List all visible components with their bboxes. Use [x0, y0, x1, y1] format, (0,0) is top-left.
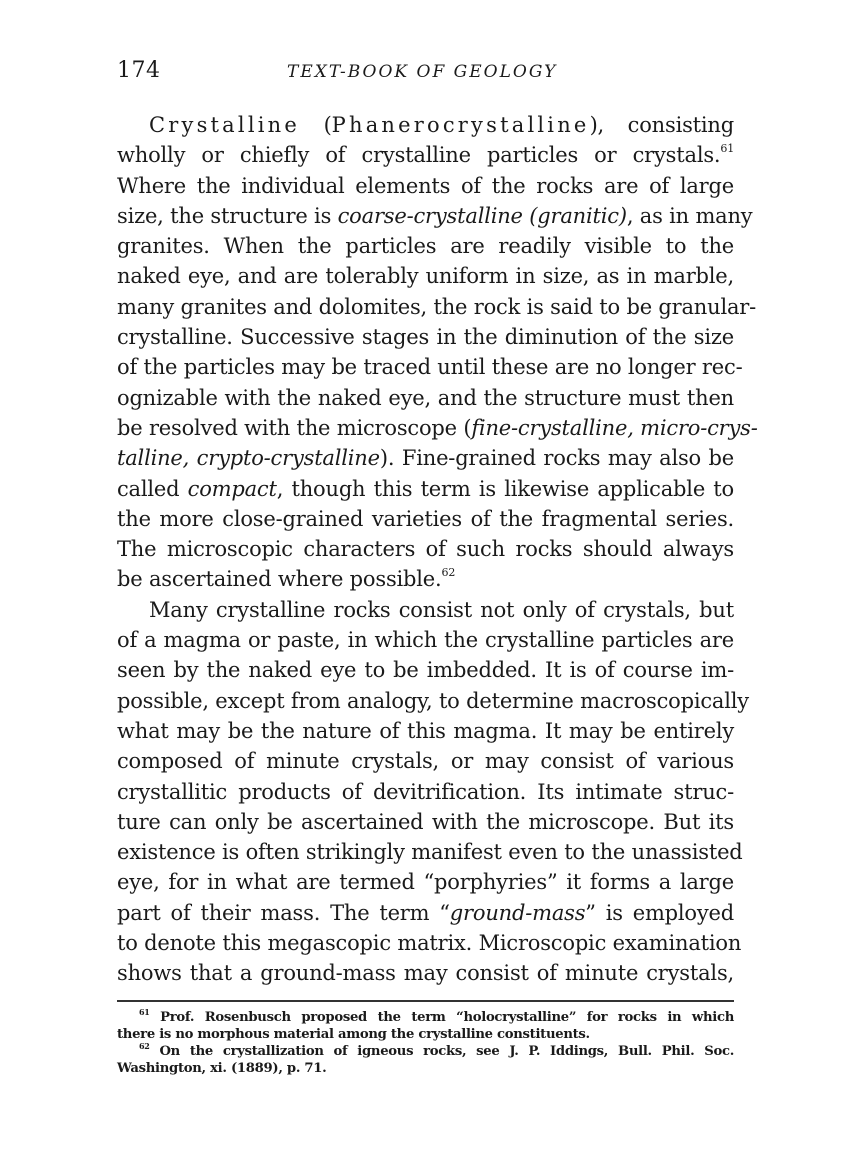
- text-line: be ascertained where possible.$^{62}$: [117, 566, 456, 592]
- text-line: called compact, though this term is likewise applicable to: [117, 476, 734, 501]
- text-line: many granites and dolomites, the rock is said to be granular-: [117, 294, 757, 319]
- text-line: size, the structure is coarse-crystalline (granitic), as in many: [117, 203, 753, 228]
- text-line: what may be the nature of this magma. It may be entirely: [117, 718, 734, 743]
- text-line: of the particles may be traced until these are no longer rec-: [117, 355, 743, 380]
- footnote-marker: 62: [139, 1041, 150, 1051]
- text-line: Where the individual elements of the rocks are of large: [117, 173, 734, 198]
- text-line: eye, for in what are termed “porphyries” it forms a large: [117, 870, 734, 895]
- text-line: Many crystalline rocks consist not only of crystals, but: [149, 597, 734, 622]
- text-line: talline, crypto-crystalline). Fine-grained rocks may also be: [117, 446, 734, 471]
- text-line: ognizable with the naked eye, and the structure must then: [117, 385, 734, 410]
- page-number: 174: [117, 58, 161, 83]
- text-line: existence is often strikingly manifest even to the unassisted: [117, 840, 743, 865]
- footnotes: [117, 1009, 734, 1077]
- text-line: possible, except from analogy, to determine macroscopically: [117, 688, 749, 713]
- footnote-ref: 61: [720, 142, 734, 156]
- body-text: [117, 110, 758, 989]
- footnote-divider: [117, 1000, 734, 1002]
- text-line: be resolved with the microscope (fine-crystalline, micro-crys-: [117, 415, 758, 440]
- footnote-line: there is no morphous material among the crystalline constituents.: [117, 1027, 590, 1042]
- page-header: [117, 58, 737, 92]
- text-line: wholly or chiefly of crystalline particles or crystals.$^{61}$: [117, 142, 734, 168]
- text-line: to denote this megascopic matrix. Microscopic examination: [117, 931, 742, 956]
- footnote-marker: 61: [139, 1007, 150, 1017]
- text-line: granites. When the particles are readily visible to the: [117, 234, 734, 259]
- text-line: crystallitic products of devitrification. Its intimate struc-: [117, 779, 734, 804]
- text-line: composed of minute crystals, or may consist of various: [117, 749, 734, 774]
- text-line: shows that a ground-mass may consist of minute crystals,: [117, 961, 734, 986]
- text-line: part of their mass. The term “ground-mass” is employed: [117, 900, 735, 925]
- footnote-ref: 62: [441, 566, 456, 580]
- text-line: ture can only be ascertained with the microscope. But its: [117, 809, 734, 834]
- text-line: The microscopic characters of such rocks should always: [117, 537, 734, 562]
- text-line: seen by the naked eye to be imbedded. It is of course im-: [117, 658, 734, 683]
- footnote-line: $^{62}$ On the crystallization of igneous rocks, see J. P. Iddings, Bull. Phil. Soc.: [139, 1041, 734, 1059]
- text-line: crystalline. Successive stages in the diminution of the size: [117, 325, 734, 350]
- text-line: the more close-grained varieties of the fragmental series.: [117, 506, 734, 531]
- footnote-line: $^{61}$ Prof. Rosenbusch proposed the term “holocrystalline” for rocks in which: [139, 1007, 734, 1025]
- footnote-line: Washington, xi. (1889), p. 71.: [117, 1061, 327, 1076]
- text-line: Crystalline (Phanerocrystalline), consisting: [149, 113, 734, 137]
- text-line: naked eye, and are tolerably uniform in size, as in marble,: [117, 264, 734, 289]
- text-line: of a magma or paste, in which the crystalline particles are: [117, 628, 734, 653]
- running-head: TEXT-BOOK OF GEOLOGY: [287, 62, 558, 82]
